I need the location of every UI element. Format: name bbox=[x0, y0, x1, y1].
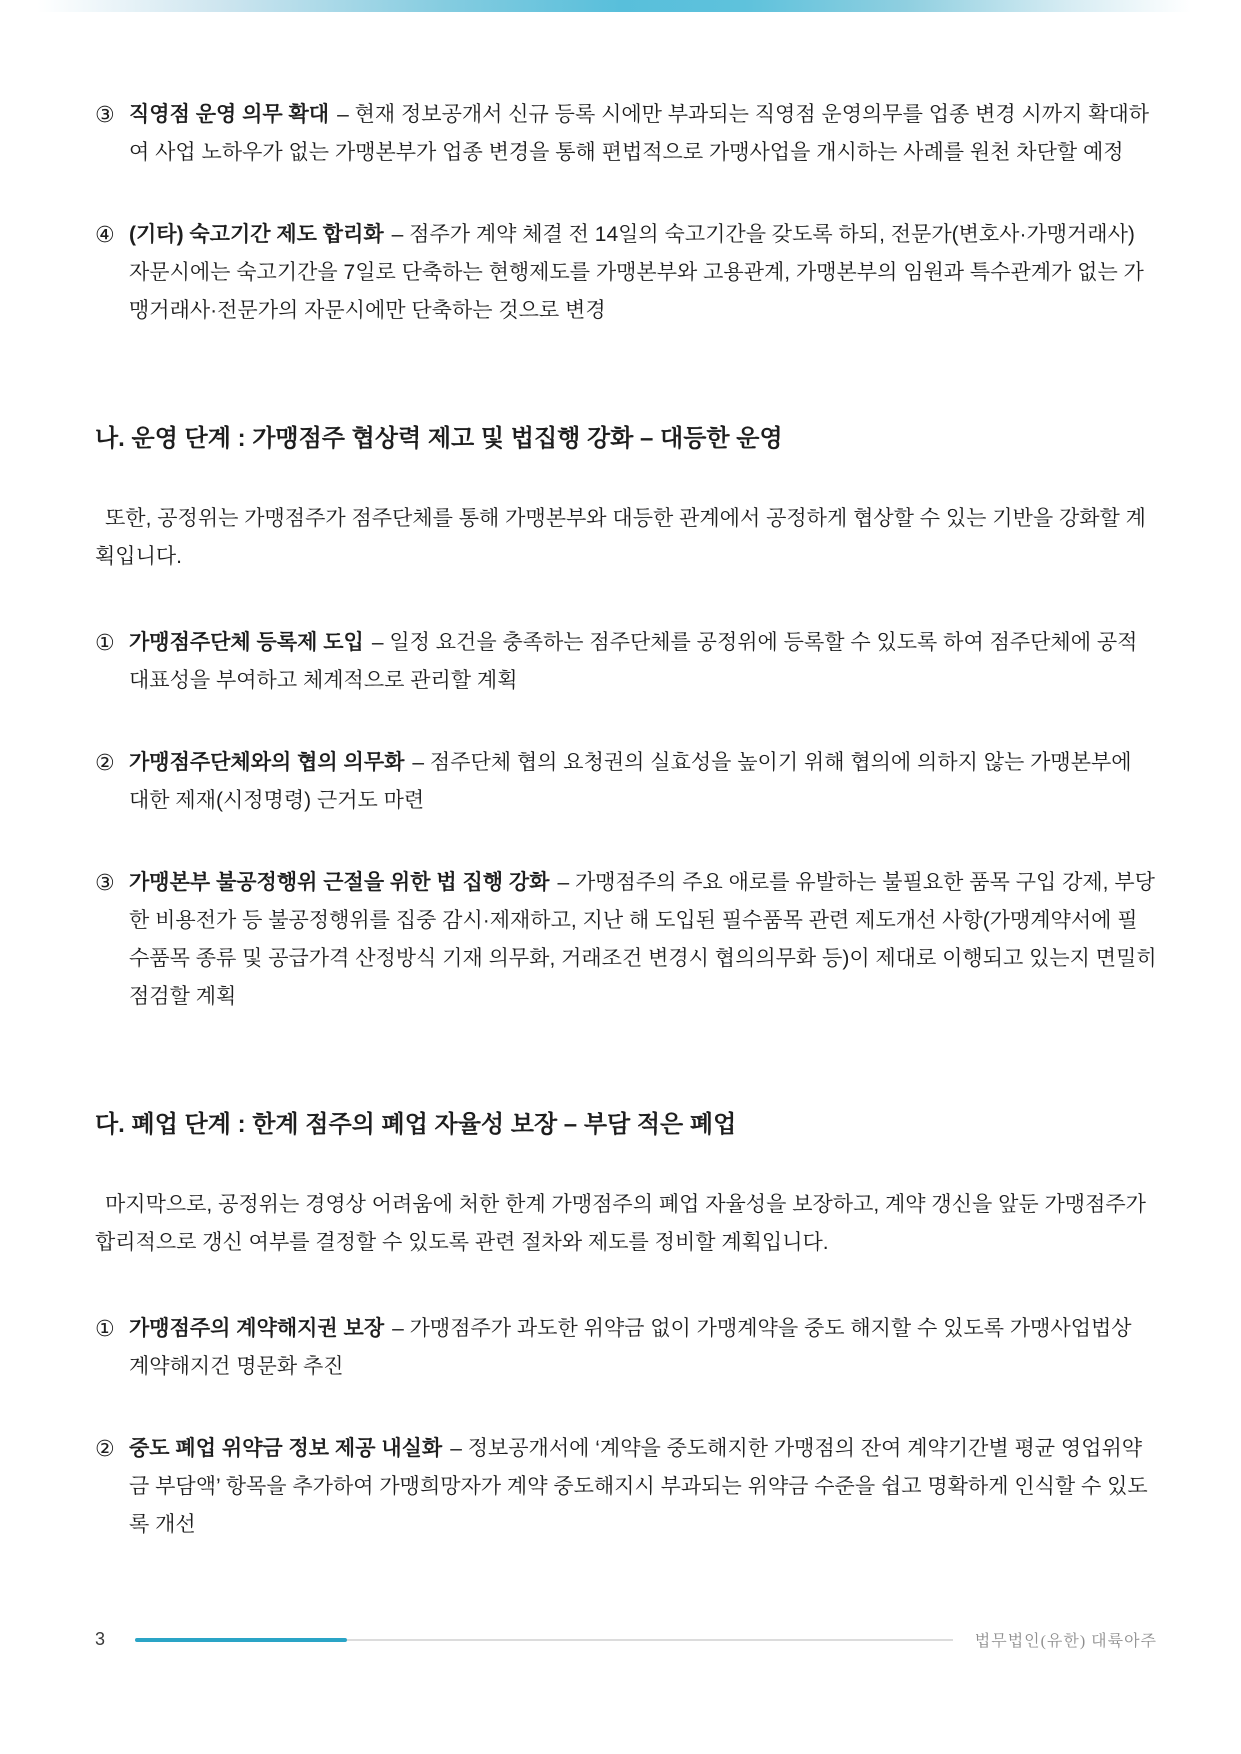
item-body: – 점주단체 협의 요청권의 실효성을 높이기 위해 협의에 의하지 않는 가맹본부에 대한 제재(시정명령) 근거도 마련 bbox=[129, 751, 1132, 812]
item-body: – 일정 요건을 충족하는 점주단체를 공정위에 등록할 수 있도록 하여 점주단체에 공적 대표성을 부여하고 체계적으로 관리할 계획 bbox=[129, 631, 1138, 692]
item-text bbox=[129, 1310, 1157, 1386]
top-gradient-bar bbox=[0, 0, 1241, 12]
item-title: 가맹점주단체 등록제 도입 bbox=[129, 631, 364, 654]
list-item bbox=[95, 216, 1157, 330]
section-intro-da: 마지막으로, 공정위는 경영상 어려움에 처한 한계 가맹점주의 폐업 자율성을 보장하고, 계약 갱신을 앞둔 가맹점주가 합리적으로 갱신 여부를 결정할 수 있도록 관련 절차와 제도를 정비할 계획입니다. bbox=[95, 1193, 1146, 1254]
item-title: (기타) 숙고기간 제도 합리화 bbox=[129, 223, 384, 246]
section-heading-na: 나. 운영 단계 : 가맹점주 협상력 제고 및 법집행 강화 – 대등한 운영 bbox=[95, 425, 783, 452]
list-item bbox=[95, 744, 1157, 820]
list-item bbox=[95, 1310, 1157, 1386]
item-text bbox=[129, 624, 1157, 700]
firm-name: 법무법인(유한) 대륙아주 bbox=[974, 1633, 1157, 1650]
item-body: – 현재 정보공개서 신규 등록 시에만 부과되는 직영점 운영의무를 업종 변경 시까지 확대하여 사업 노하우가 없는 가맹본부가 업종 변경을 통해 편법적으로 가맹사업을 개시하는 사례를 원천 차단할 예정 bbox=[129, 103, 1150, 164]
footer-divider-line bbox=[347, 1639, 953, 1641]
item-title: 직영점 운영 의무 확대 bbox=[129, 103, 330, 126]
list-item bbox=[95, 864, 1157, 1016]
item-body: – 가맹점주의 주요 애로를 유발하는 불필요한 품목 구입 강제, 부당한 비용전가 등 불공정행위를 집중 감시·제재하고, 지난 해 도입된 필수품목 관련 제도개선 사항(가맹계약서에 필수품목 종류 및 공급가격 산정방식 기재 의무화, 거래조건 변경시 협의의무화 등)이 제대로 이행되고 있는지 면밀히 점검할 계획 bbox=[129, 871, 1157, 1008]
item-body: – 가맹점주가 과도한 위약금 없이 가맹계약을 중도 해지할 수 있도록 가맹사업법상 계약해지건 명문화 추진 bbox=[129, 1317, 1132, 1378]
item-number: ④ bbox=[95, 222, 115, 247]
item-title: 중도 폐업 위약금 정보 제공 내실화 bbox=[129, 1437, 443, 1460]
item-number: ② bbox=[95, 750, 115, 775]
item-title: 가맹점주단체와의 협의 의무화 bbox=[129, 751, 405, 774]
item-text bbox=[129, 744, 1157, 820]
item-text bbox=[129, 96, 1157, 172]
list-item bbox=[95, 624, 1157, 700]
item-text bbox=[129, 864, 1157, 1016]
item-text bbox=[129, 1430, 1157, 1544]
list-item bbox=[95, 96, 1157, 172]
item-body: – 점주가 계약 체결 전 14일의 숙고기간을 갖도록 하되, 전문가(변호사·가맹거래사) 자문시에는 숙고기간을 7일로 단축하는 현행제도를 가맹본부와 고용관계, 가맹본부의 임원과 특수관계가 없는 가맹거래사·전문가의 자문시에만 단축하는 것으로 변경 bbox=[129, 223, 1144, 322]
item-title: 가맹점주의 계약해지권 보장 bbox=[129, 1317, 385, 1340]
item-title: 가맹본부 불공정행위 근절을 위한 법 집행 강화 bbox=[129, 871, 550, 894]
list-item bbox=[95, 1430, 1157, 1544]
item-number: ① bbox=[95, 1316, 115, 1341]
item-text bbox=[129, 216, 1157, 330]
page-number: 3 bbox=[95, 1629, 106, 1649]
item-number: ③ bbox=[95, 870, 115, 895]
item-number: ③ bbox=[95, 102, 115, 127]
section-heading-da: 다. 폐업 단계 : 한계 점주의 폐업 자율성 보장 – 부담 적은 폐업 bbox=[95, 1111, 737, 1138]
item-number: ① bbox=[95, 630, 115, 655]
section-intro-na: 또한, 공정위는 가맹점주가 점주단체를 통해 가맹본부와 대등한 관계에서 공정하게 협상할 수 있는 기반을 강화할 계획입니다. bbox=[95, 507, 1146, 568]
page-content bbox=[95, 96, 1157, 1588]
page-footer bbox=[95, 1628, 1157, 1651]
item-number: ② bbox=[95, 1436, 115, 1461]
footer-accent-line bbox=[135, 1638, 347, 1642]
item-body: – 정보공개서에 ‘계약을 중도해지한 가맹점의 잔여 계약기간별 평균 영업위약금 부담액’ 항목을 추가하여 가맹희망자가 계약 중도해지시 부과되는 위약금 수준을 쉽고 명확하게 인식할 수 있도록 개선 bbox=[129, 1437, 1148, 1536]
